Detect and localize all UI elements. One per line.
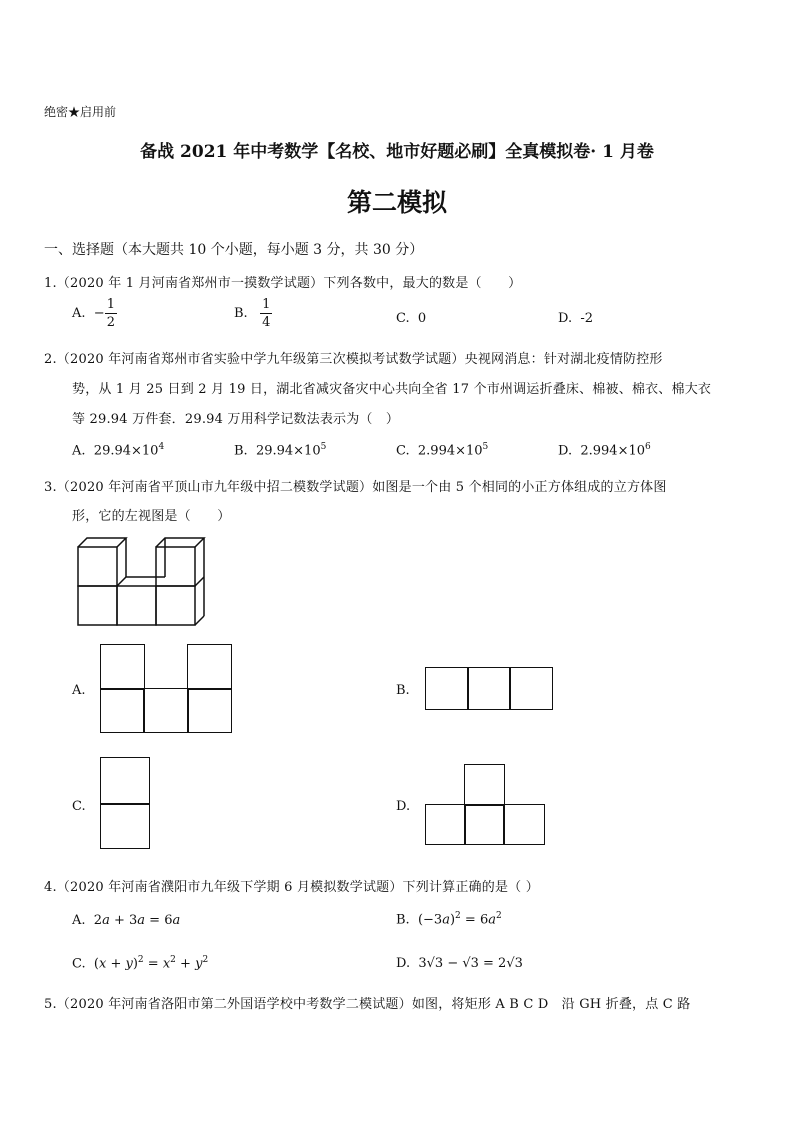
question-2-line3: 等 29.94 万件套．29.94 万用科学记数法表示为（ ） xyxy=(72,412,400,427)
question-3-line2: 形，它的左视图是（ ） xyxy=(72,509,231,524)
question-2-line2: 势，从 1 月 25 日到 2 月 19 日，湖北省减灾备灾中心共向全省 17 个市州调运折叠床、棉被、棉衣、棉大衣 xyxy=(72,382,712,397)
q1-option-c: C. 0 xyxy=(396,311,427,326)
section-heading: 一、选择题（本大题共 10 个小题，每小题 3 分，共 30 分） xyxy=(44,242,424,258)
q3-option-d-figure xyxy=(425,764,545,845)
cube-solid-figure xyxy=(74,534,214,630)
q3-option-b-figure xyxy=(425,667,553,710)
q2-option-a: A. $29.94\times 10^4$ xyxy=(72,442,165,459)
question-2-line1: 2.（2020 年河南省郑州市省实验中学九年级第三次模拟考试数学试题）央视网消息：针对湖北疫情防控形 xyxy=(44,352,663,367)
q2-option-c: C. $2.994\times 10^5$ xyxy=(396,442,489,459)
q4-option-d: D. 3√3 − √3 = 2√3 xyxy=(396,956,523,971)
q4-option-b: B. $(-3a)^2 = 6a^2$ xyxy=(396,911,502,928)
q3-option-d-label: D. xyxy=(396,799,411,814)
q3-option-c-figure xyxy=(100,757,150,849)
q1-option-a: A. − $\frac{1}{2}$ xyxy=(72,297,115,330)
q2-option-b: B. $29.94\times 10^5$ xyxy=(234,442,327,459)
secret-label: 绝密★启用前 xyxy=(44,105,117,119)
q3-option-a-figure xyxy=(100,644,232,733)
exam-title: 备战 2021 年中考数学【名校、地市好题必刷】全真模拟卷· 1 月卷 xyxy=(140,142,654,162)
q3-option-c-label: C. xyxy=(72,799,86,814)
q2-option-d: D. $2.994\times 10^6$ xyxy=(558,442,651,459)
q1-option-d: D. -2 xyxy=(558,311,594,326)
q1-option-b: B. $\frac{1}{4}$ xyxy=(234,297,271,330)
question-5-stem: 5.（2020 年河南省洛阳市第二外国语学校中考数学二模试题）如图，将矩形 A B C D 沿 GH 折叠，点 C 路 xyxy=(44,997,691,1012)
page-title: 第二模拟 xyxy=(346,188,447,217)
question-3-line1: 3.（2020 年河南省平顶山市九年级中招二模数学试题）如图是一个由 5 个相同的小正方体组成的立方体图 xyxy=(44,480,667,495)
question-1-stem: 1.（2020 年 1 月河南省郑州市一摸数学试题）下列各数中，最大的数是（ ） xyxy=(44,276,522,291)
q3-option-a-label: A. xyxy=(72,683,86,698)
question-4-stem: 4.（2020 年河南省濮阳市九年级下学期 6 月模拟数学试题）下列计算正确的是（ ） xyxy=(44,880,539,895)
q3-option-b-label: B. xyxy=(396,683,410,698)
q4-option-a: A. 2a + 3a = 6a xyxy=(72,913,181,928)
q4-option-c: C. $(x + y)^2 = x^2 + y^2$ xyxy=(72,955,209,972)
